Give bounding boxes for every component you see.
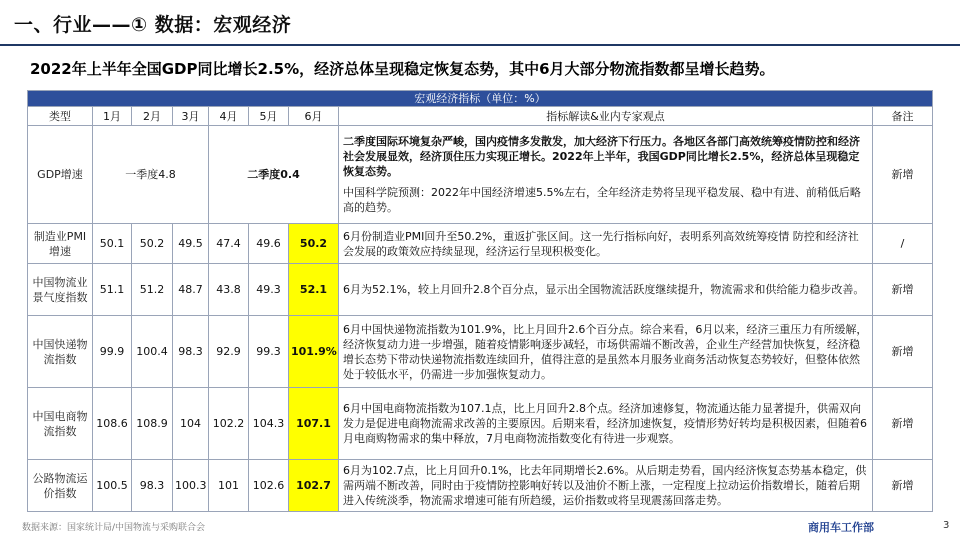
header-feb: 2月 [132, 107, 173, 126]
row-label: 制造业PMI增速 [28, 224, 93, 264]
header-notes: 指标解读&业内专家观点 [339, 107, 873, 126]
table-banner-row [28, 91, 933, 107]
value-cell: 49.5 [173, 224, 209, 264]
row-note [339, 126, 873, 224]
table-row [28, 460, 933, 512]
june-value-highlight: 101.9% [289, 316, 339, 388]
row-note: 6月份制造业PMI回升至50.2%，重返扩张区间。这一先行指标向好，表明系列高效统筹疫情 防控和经济社会发展的政策效应持续显现，经济运行呈现积极变化。 [339, 224, 873, 264]
row-label: 中国物流业景气度指数 [28, 264, 93, 316]
table-row [28, 224, 933, 264]
value-cell: 102.2 [209, 388, 249, 460]
headline: 2022年上半年全国GDP同比增长2.5%，经济总体呈现稳定恢复态势，其中6月大部分物流指数都呈增长趋势。 [30, 60, 775, 78]
gdp-q1-cell: 一季度4.8 [93, 126, 209, 224]
header-apr: 4月 [209, 107, 249, 126]
value-cell: 100.3 [173, 460, 209, 512]
value-cell: 51.2 [132, 264, 173, 316]
row-remark: 新增 [873, 126, 933, 224]
june-value-highlight: 107.1 [289, 388, 339, 460]
page-title: 一、行业——① 数据：宏观经济 [14, 14, 292, 36]
row-remark: / [873, 224, 933, 264]
data-source-note: 数据来源：国家统计局/中国物流与采购联合会 [22, 523, 206, 533]
row-label: GDP增速 [28, 126, 93, 224]
title-divider [0, 44, 960, 46]
value-cell: 100.5 [93, 460, 132, 512]
gdp-q2-cell: 二季度0.4 [209, 126, 339, 224]
value-cell: 101 [209, 460, 249, 512]
table-row [28, 388, 933, 460]
department-brand: 商用车工作部 [808, 521, 874, 534]
row-remark: 新增 [873, 316, 933, 388]
table-row [28, 316, 933, 388]
value-cell: 49.3 [249, 264, 289, 316]
value-cell: 104.3 [249, 388, 289, 460]
value-cell: 100.4 [132, 316, 173, 388]
table-row [28, 264, 933, 316]
row-remark: 新增 [873, 460, 933, 512]
value-cell: 108.9 [132, 388, 173, 460]
value-cell: 108.6 [93, 388, 132, 460]
header-remark: 备注 [873, 107, 933, 126]
row-note: 6月中国快递物流指数为101.9%，比上月回升2.6个百分点。综合来看，6月以来，经济三重压力有所缓解，经济恢复动力进一步增强，随着疫情影响逐步减轻，市场供需端不断改善，企业生产经营加快恢复，经济稳增长态势下带动快递物流指数连续回升，值得注意的是虽然本月服务业商务活动恢复态势较好，但整体依然处于较低水平，仍需进一步加强恢复动力。 [339, 316, 873, 388]
value-cell: 99.3 [249, 316, 289, 388]
table-row [28, 126, 933, 224]
row-label: 中国电商物流指数 [28, 388, 93, 460]
value-cell: 50.2 [132, 224, 173, 264]
row-label: 公路物流运价指数 [28, 460, 93, 512]
value-cell: 104 [173, 388, 209, 460]
value-cell: 99.9 [93, 316, 132, 388]
gdp-note-forecast: 中国科学院预测：2022年中国经济增速5.5%左右，全年经济走势将呈现平稳发展、稳中有进、前稍低后略高的趋势。 [343, 186, 861, 214]
macro-indicator-table [27, 90, 933, 512]
value-cell: 43.8 [209, 264, 249, 316]
value-cell: 98.3 [173, 316, 209, 388]
gdp-note-bold: 二季度国际环境复杂严峻，国内疫情多发散发，加大经济下行压力。各地区各部门高效统筹疫情防控和经济社会发展显效，经济顶住压力实现正增长。2022年上半年，我国GDP同比增长2.5%，经济总体呈现稳定恢复态势。 [343, 135, 860, 178]
value-cell: 102.6 [249, 460, 289, 512]
value-cell: 47.4 [209, 224, 249, 264]
june-value-highlight: 102.7 [289, 460, 339, 512]
header-may: 5月 [249, 107, 289, 126]
page-number: 3 [943, 520, 950, 531]
header-jun: 6月 [289, 107, 339, 126]
value-cell: 92.9 [209, 316, 249, 388]
row-label: 中国快递物流指数 [28, 316, 93, 388]
value-cell: 51.1 [93, 264, 132, 316]
value-cell: 49.6 [249, 224, 289, 264]
row-remark: 新增 [873, 388, 933, 460]
row-note: 6月中国电商物流指数为107.1点，比上月回升2.8个点。经济加速修复，物流通达能力显著提升，供需双向发力是促进电商物流需求改善的主要原因。后期来看，经济加速恢复，疫情形势好转均是积极因素，但随着6月电商购物需求的集中释放，7月电商物流指数变化有待进一步观察。 [339, 388, 873, 460]
row-note: 6月为52.1%，较上月回升2.8个百分点，显示出全国物流活跃度继续提升，物流需求和供给能力稳步改善。 [339, 264, 873, 316]
table-banner: 宏观经济指标（单位：%） [28, 91, 933, 107]
row-note: 6月为102.7点，比上月回升0.1%，比去年同期增长2.6%。从后期走势看，国内经济恢复态势基本稳定，供需两端不断改善，同时由于疫情防控影响好转以及油价不断上涨，一定程度上拉动运价指数增长，随着后期进入传统淡季，物流需求增速可能有所趋缓，运价指数或将呈现震荡回落走势。 [339, 460, 873, 512]
header-mar: 3月 [173, 107, 209, 126]
header-type: 类型 [28, 107, 93, 126]
value-cell: 98.3 [132, 460, 173, 512]
row-remark: 新增 [873, 264, 933, 316]
value-cell: 50.1 [93, 224, 132, 264]
june-value-highlight: 52.1 [289, 264, 339, 316]
june-value-highlight: 50.2 [289, 224, 339, 264]
table-header-row [28, 107, 933, 126]
value-cell: 48.7 [173, 264, 209, 316]
header-jan: 1月 [93, 107, 132, 126]
